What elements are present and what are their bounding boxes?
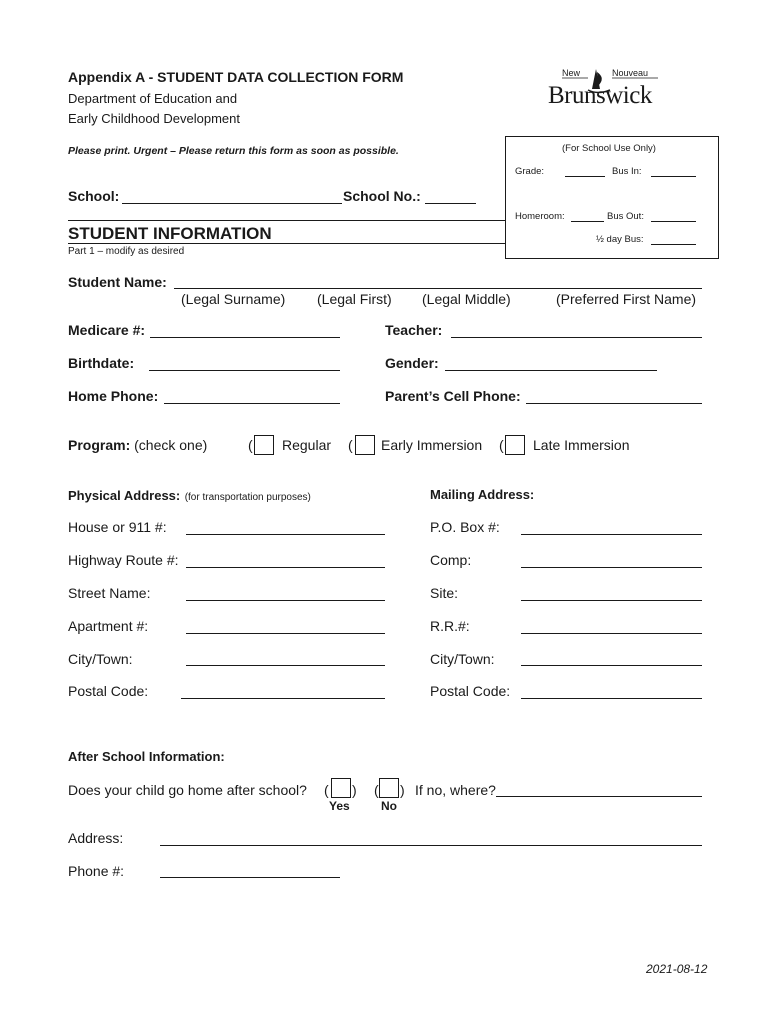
house-911-field[interactable] [186,534,385,535]
form-date: 2021-08-12 [646,962,708,976]
birthdate-label: Birthdate: [68,355,135,371]
apartment-label: Apartment #: [68,618,149,634]
after-school-address-field[interactable] [160,845,702,846]
apartment-field[interactable] [186,633,385,634]
form-title: Appendix A - STUDENT DATA COLLECTION FORM [68,69,404,85]
no-label: No [381,799,397,813]
preferred-first-caption: (Preferred First Name) [556,291,697,307]
teacher-label: Teacher: [385,322,443,338]
home-phone-field[interactable] [164,403,340,404]
logo-new: New [562,68,581,78]
home-phone-label: Home Phone: [68,388,159,404]
late-immersion-option: Late Immersion [533,437,630,453]
comp-label: Comp: [430,552,472,568]
highway-route-field[interactable] [186,567,385,568]
early-immersion-checkbox[interactable] [355,435,375,455]
department-line-2: Early Childhood Development [68,111,240,126]
logo-brunswick: Brunswick [548,82,652,109]
section-subtitle: Part 1 – modify as desired [68,246,185,257]
if-no-where-label: If no, where? [415,782,496,798]
birthdate-field[interactable] [149,370,340,371]
go-home-question: Does your child go home after school? [68,782,307,798]
paren-late: ( [499,437,504,453]
half-day-bus-field[interactable] [651,244,696,245]
regular-option: Regular [282,437,332,453]
mailing-address-label: Mailing Address: [430,487,535,502]
street-name-field[interactable] [186,600,385,601]
paren-no: ( [374,782,379,798]
bus-in-field[interactable] [651,176,696,177]
physical-city-label: City/Town: [68,651,133,667]
medicare-field[interactable] [150,337,340,338]
physical-address-header [68,487,311,505]
student-name-label: Student Name: [68,274,167,290]
physical-address-hint: (for transportation purposes) [184,492,311,503]
paren-regular: ( [248,437,253,453]
legal-first-caption: (Legal First) [317,291,392,307]
site-field[interactable] [521,600,702,601]
program-label-group [68,437,207,453]
late-immersion-checkbox[interactable] [505,435,525,455]
yes-checkbox[interactable] [331,778,351,798]
gender-label: Gender: [385,355,439,371]
half-day-bus-label: ½ day Bus: [596,234,644,245]
early-immersion-option: Early Immersion [381,437,483,453]
bus-in-label: Bus In: [612,166,642,177]
after-school-phone-label: Phone #: [68,863,125,879]
after-school-phone-field[interactable] [160,877,340,878]
grade-field[interactable] [565,176,605,177]
no-checkbox[interactable] [379,778,399,798]
instructions: Please print. Urgent – Please return this form as soon as possible. [68,145,399,157]
after-school-address-label: Address: [68,830,124,846]
rr-field[interactable] [521,633,702,634]
student-name-field[interactable] [174,288,702,289]
paren-yes: ( [324,782,329,798]
parent-cell-label: Parent’s Cell Phone: [385,388,521,404]
school-label: School: [68,188,120,204]
regular-checkbox[interactable] [254,435,274,455]
program-hint: (check one) [134,437,208,453]
school-use-title: (For School Use Only) [562,143,656,154]
gender-field[interactable] [445,370,657,371]
highway-route-label: Highway Route #: [68,552,179,568]
section-title: STUDENT INFORMATION [68,224,272,243]
legal-surname-caption: (Legal Surname) [181,291,286,307]
paren-no-close: ) [400,782,405,798]
paren-early: ( [348,437,353,453]
bus-out-label: Bus Out: [607,211,644,222]
school-no-label: School No.: [343,188,421,204]
mailing-postal-label: Postal Code: [430,683,511,699]
homeroom-field[interactable] [571,221,604,222]
physical-city-field[interactable] [186,665,385,666]
school-no-field[interactable] [425,203,476,204]
department-line-1: Department of Education and [68,91,238,106]
comp-field[interactable] [521,567,702,568]
mailing-postal-field[interactable] [521,698,702,699]
po-box-field[interactable] [521,534,702,535]
bus-out-field[interactable] [651,221,696,222]
logo-nouveau: Nouveau [612,68,649,78]
section-top-rule [68,220,505,221]
grade-label: Grade: [515,166,545,177]
yes-label: Yes [329,799,350,813]
if-no-where-field[interactable] [496,796,702,797]
physical-address-label: Physical Address: [68,488,181,503]
after-school-title: After School Information: [68,749,225,764]
rr-label: R.R.#: [430,618,470,634]
school-field[interactable] [122,203,342,204]
program-label: Program: [68,437,131,453]
section-bottom-rule [68,243,505,244]
paren-yes-close: ) [352,782,357,798]
medicare-label: Medicare #: [68,322,146,338]
nb-logo [548,62,670,112]
legal-middle-caption: (Legal Middle) [422,291,511,307]
mailing-city-field[interactable] [521,665,702,666]
physical-postal-label: Postal Code: [68,683,149,699]
po-box-label: P.O. Box #: [430,519,500,535]
homeroom-label: Homeroom: [515,211,565,222]
physical-postal-field[interactable] [181,698,385,699]
street-name-label: Street Name: [68,585,151,601]
site-label: Site: [430,585,459,601]
house-911-label: House or 911 #: [68,519,167,535]
mailing-city-label: City/Town: [430,651,495,667]
teacher-field[interactable] [451,337,702,338]
parent-cell-field[interactable] [526,403,702,404]
